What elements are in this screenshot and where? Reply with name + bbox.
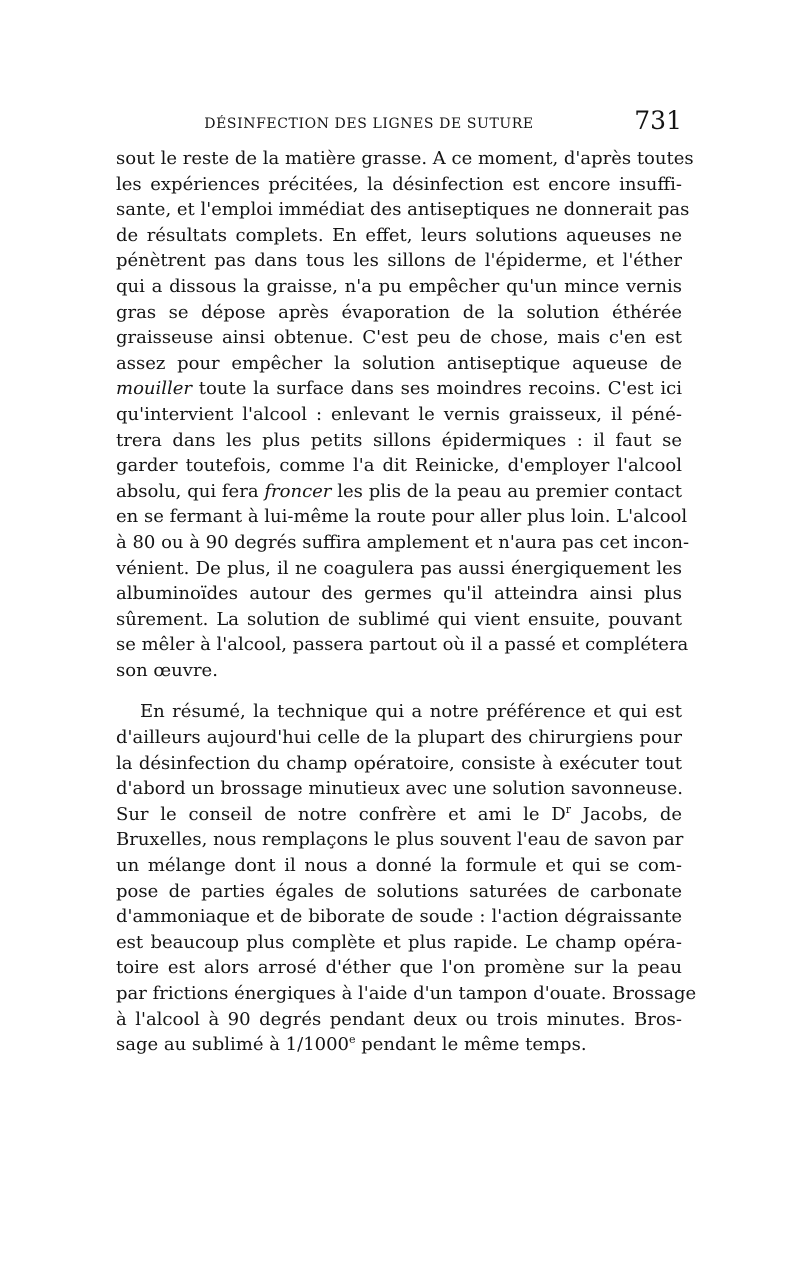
text-line: graisseuse ainsi obtenue. C'est peu de chose, mais c'en est	[116, 327, 682, 349]
text-line	[116, 376, 682, 402]
text-fragment: les plis de la peau au premier contact	[331, 480, 682, 502]
text-line: à 80 ou à 90 degrés suffira amplement et n'aura pas cet incon-	[116, 531, 690, 553]
running-header	[116, 106, 682, 140]
paragraph	[116, 699, 697, 1057]
text-line: qu'intervient l'alcool : enlevant le vernis graisseux, il péné-	[116, 403, 682, 425]
running-title: DÉSINFECTION DES LIGNES DE SUTURE	[204, 116, 534, 132]
text-line: d'abord un brossage minutieux avec une solution savonneuse.	[116, 778, 683, 800]
text-line	[116, 1032, 682, 1058]
text-line: trera dans les plus petits sillons épidermiques : il faut se	[116, 429, 682, 451]
text-line: toire est alors arrosé d'éther que l'on promène sur la peau	[116, 957, 682, 979]
text-line: qui a dissous la graisse, n'a pu empêcher qu'un mince vernis	[116, 275, 682, 297]
italic-word: mouiller	[116, 378, 193, 400]
text-line: par frictions énergiques à l'aide d'un tampon d'ouate. Brossage	[116, 983, 697, 1004]
text-line: vénient. De plus, il ne coagulera pas aussi énergiquement les	[116, 557, 682, 579]
text-line: Bruxelles, nous remplaçons le plus souvent l'eau de savon par	[116, 829, 684, 851]
text-line: un mélange dont il nous a donné la formule et qui se com-	[116, 855, 682, 877]
text-line: est beaucoup plus complète et plus rapide. Le champ opéra-	[116, 931, 682, 953]
text-line: garder toutefois, comme l'a dit Reinicke, d'employer l'alcool	[116, 455, 682, 477]
text-fragment: toute la surface dans ses moindres recoins. C'est ici	[192, 378, 682, 400]
text-line: la désinfection du champ opératoire, consiste à exécuter tout	[116, 752, 682, 774]
text-line: les expériences précitées, la désinfection est encore insuffi-	[116, 173, 682, 195]
text-line: sante, et l'emploi immédiat des antiseptiques ne donnerait pas	[116, 199, 690, 221]
superscript: r	[565, 802, 571, 816]
text-line: son œuvre.	[116, 659, 218, 681]
paragraph	[116, 146, 694, 683]
text-line	[116, 802, 682, 828]
text-line: d'ammoniaque et de biborate de soude : l'action dégraissante	[116, 906, 682, 928]
text-fragment: pendant le même temps.	[355, 1034, 587, 1056]
text-line: se mêler à l'alcool, passera partout où il a passé et complétera	[116, 634, 689, 656]
text-fragment: sage au sublimé à 1/1000	[116, 1034, 349, 1056]
text-line: sout le reste de la matière grasse. A ce moment, d'après toutes	[116, 148, 694, 169]
text-line	[116, 479, 682, 505]
superscript: e	[349, 1033, 356, 1047]
body-text	[116, 146, 697, 1058]
text-line: de résultats complets. En effet, leurs solutions aqueuses ne	[116, 224, 682, 246]
page-number: 731	[634, 106, 682, 135]
text-line: assez pour empêcher la solution antiseptique aqueuse de	[116, 352, 682, 374]
text-fragment: absolu, qui fera	[116, 480, 265, 502]
text-line: en se fermant à lui-même la route pour aller plus loin. L'alcool	[116, 506, 688, 528]
text-line: à l'alcool à 90 degrés pendant deux ou trois minutes. Bros-	[116, 1008, 682, 1030]
text-fragment: Sur le conseil de notre confrère et ami le D	[116, 803, 566, 825]
text-line: sûrement. La solution de sublimé qui vient ensuite, pouvant	[116, 608, 682, 630]
text-line: pose de parties égales de solutions saturées de carbonate	[116, 880, 682, 902]
text-fragment: Jacobs, de	[570, 803, 682, 825]
text-line: pénètrent pas dans tous les sillons de l'épiderme, et l'éther	[116, 250, 682, 272]
text-line: En résumé, la technique qui a notre préférence et qui est	[140, 701, 682, 723]
book-page	[116, 106, 697, 1058]
text-line: d'ailleurs aujourd'hui celle de la plupart des chirurgiens pour	[116, 727, 682, 749]
text-line: gras se dépose après évaporation de la solution éthérée	[116, 301, 682, 323]
italic-word: froncer	[264, 480, 332, 502]
text-line: albuminoïdes autour des germes qu'il atteindra ainsi plus	[116, 583, 682, 605]
